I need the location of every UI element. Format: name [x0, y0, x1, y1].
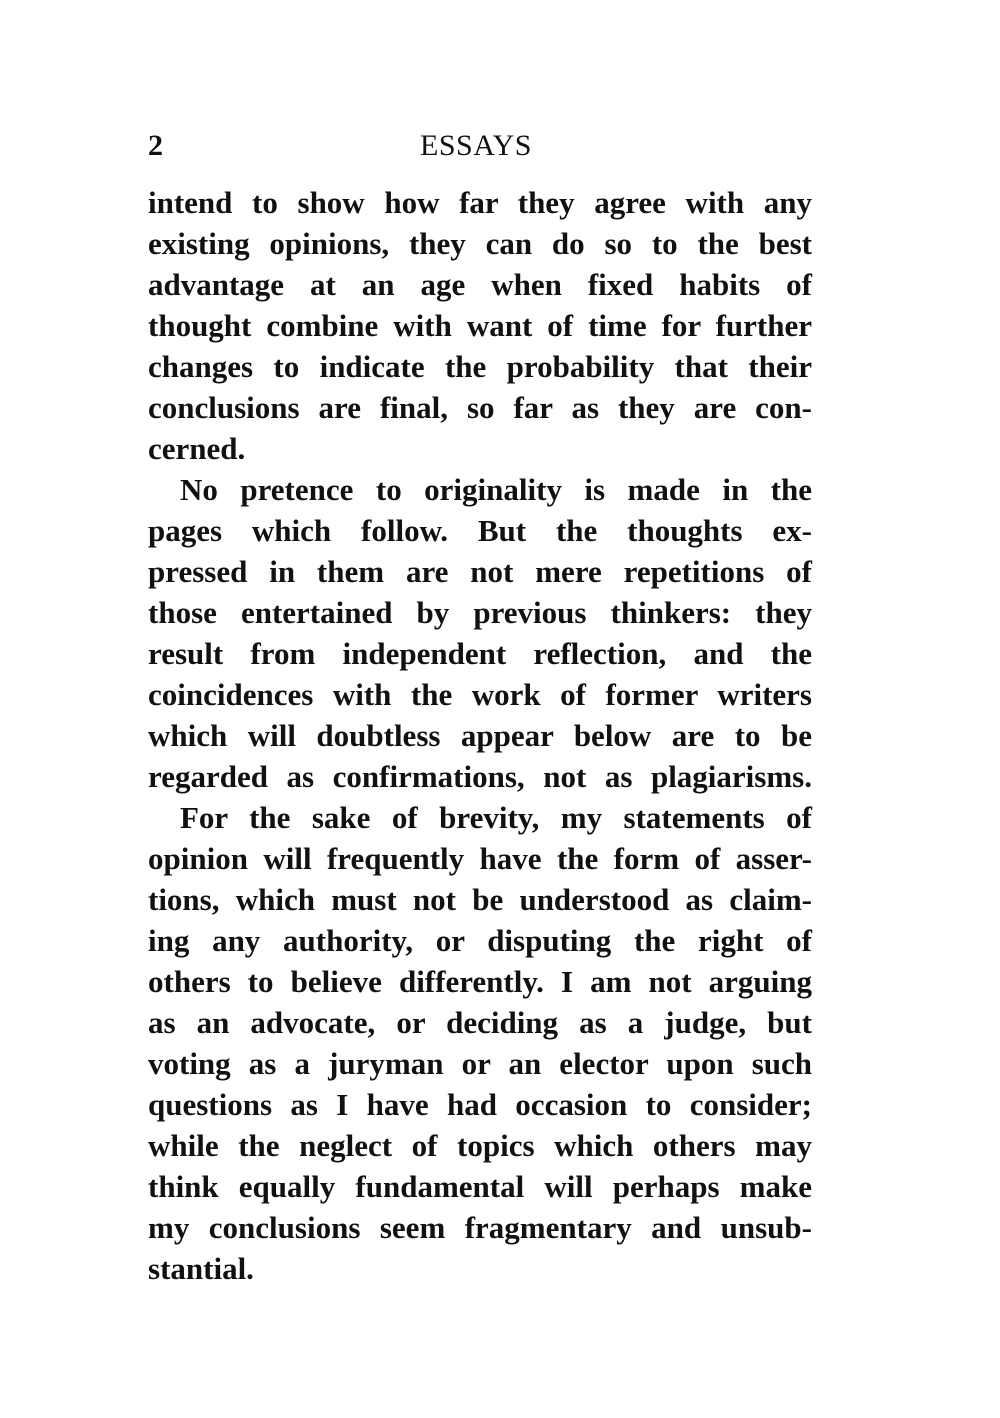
- text-line: No pretence to originality is made in the: [180, 472, 812, 507]
- body-text: [148, 182, 812, 1289]
- text-line: opinion will frequently have the form of asser-: [148, 841, 812, 876]
- text-line: changes to indicate the probability that their: [148, 349, 812, 384]
- text-line: think equally fundamental will perhaps make: [148, 1169, 812, 1204]
- text-line: intend to show how far they agree with any: [148, 185, 812, 220]
- text-line: conclusions are final, so far as they are con-: [148, 390, 812, 425]
- paragraph-3: [148, 797, 812, 1289]
- text-line: voting as a juryman or an elector upon such: [148, 1046, 812, 1081]
- running-head: ESSAYS: [420, 129, 532, 162]
- text-line: those entertained by previous thinkers: they: [148, 595, 812, 630]
- text-line: which will doubtless appear below are to be: [148, 718, 812, 753]
- text-line: questions as I have had occasion to consider;: [148, 1087, 812, 1122]
- text-line: thought combine with want of time for further: [148, 308, 812, 343]
- text-line: existing opinions, they can do so to the best: [148, 226, 812, 261]
- paragraph-1: [148, 182, 812, 469]
- page-number: 2: [148, 129, 163, 162]
- text-line: others to believe differently. I am not arguing: [148, 964, 812, 999]
- paragraph-2: [148, 469, 812, 797]
- text-line: cerned.: [148, 431, 246, 466]
- text-line: tions, which must not be understood as claim-: [148, 882, 812, 917]
- text-line: result from independent reflection, and the: [148, 636, 812, 671]
- text-line: ing any authority, or disputing the right of: [148, 923, 812, 958]
- text-line: my conclusions seem fragmentary and unsub-: [148, 1210, 812, 1245]
- text-line: while the neglect of topics which others may: [148, 1128, 812, 1163]
- text-line: pages which follow. But the thoughts ex-: [148, 513, 812, 548]
- text-line: coincidences with the work of former writers: [148, 677, 812, 712]
- text-line: pressed in them are not mere repetitions of: [148, 554, 812, 589]
- page-header: [148, 128, 812, 168]
- text-line: regarded as confirmations, not as plagiarisms.: [148, 759, 812, 794]
- text-line: as an advocate, or deciding as a judge, but: [148, 1005, 812, 1040]
- text-line: advantage at an age when fixed habits of: [148, 267, 812, 302]
- text-line: stantial.: [148, 1251, 254, 1286]
- text-line: For the sake of brevity, my statements of: [180, 800, 812, 835]
